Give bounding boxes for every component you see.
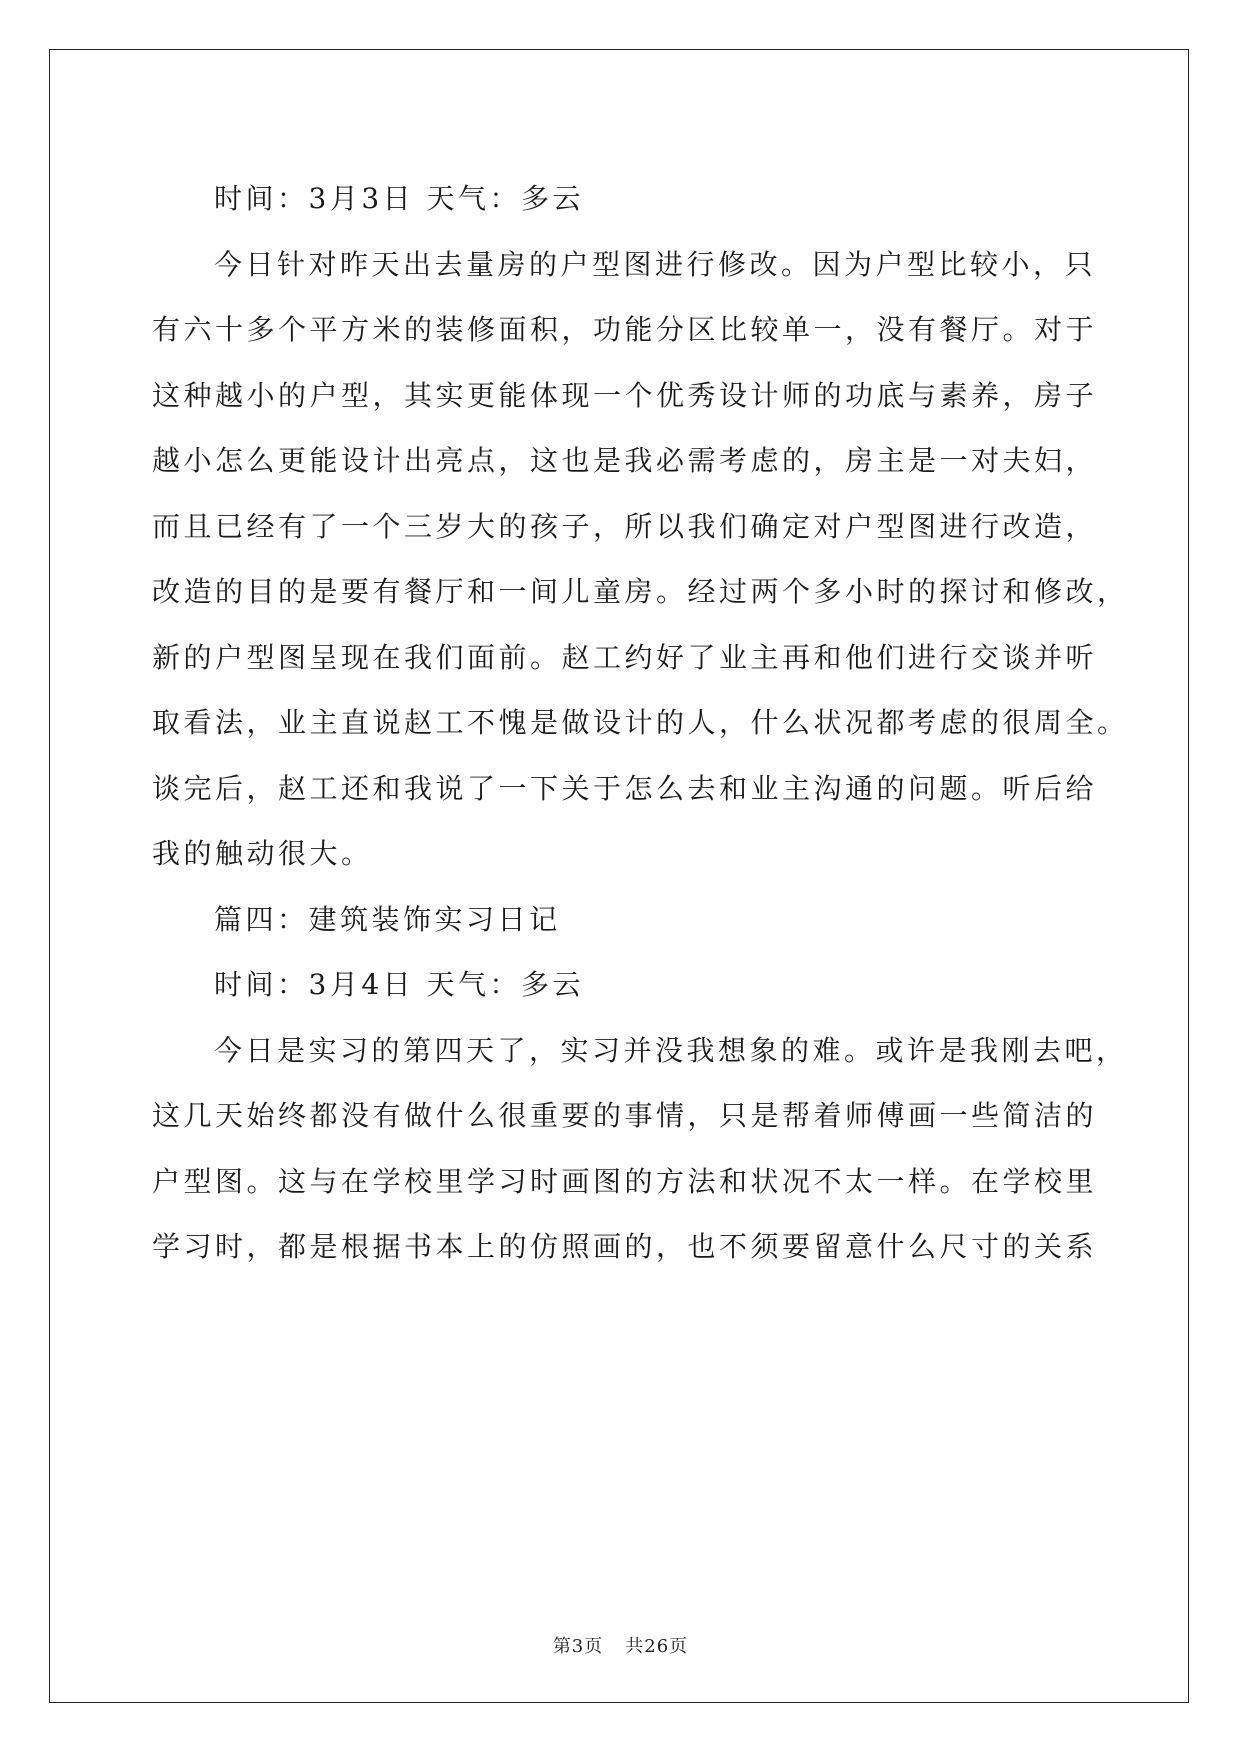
page-total: 共26页 (625, 1636, 689, 1657)
page-number: 第3页 (552, 1636, 604, 1657)
diary-date-weather-line: 时间：3月4日 天气：多云 (214, 968, 585, 1001)
section-heading: 篇四：建筑装饰实习日记 (214, 902, 561, 936)
paragraph-line: 新的户型图呈现在我们面前。赵工约好了业主再和他们进行交谈并听 (152, 640, 1098, 674)
paragraph-line: 取看法，业主直说赵工不愧是做设计的人，什么状况都考虑的很周全。 (152, 706, 1129, 739)
page-footer (0, 1632, 1241, 1658)
paragraph-line: 今日是实习的第四天了，实习并没我想象的难。或许是我刚去吧， (214, 1033, 1128, 1067)
paragraph-line: 改造的目的是要有餐厅和一间儿童房。经过两个多小时的探讨和修改， (152, 575, 1129, 608)
paragraph-line: 越小怎么更能设计出亮点，这也是我必需考虑的，房主是一对夫妇， (152, 444, 1098, 477)
document-body (152, 166, 1129, 1280)
diary-date-weather-line: 时间：3月3日 天气：多云 (214, 182, 585, 215)
paragraph-line: 学习时，都是根据书本上的仿照画的，也不须要留意什么尺寸的关系 (152, 1230, 1098, 1263)
paragraph-line: 我的触动很大。 (152, 837, 373, 870)
paragraph-line: 谈完后，赵工还和我说了一下关于怎么去和业主沟通的问题。听后给 (152, 771, 1098, 805)
paragraph-line: 今日针对昨天出去量房的户型图进行修改。因为户型比较小，只 (214, 247, 1097, 281)
paragraph-line: 户型图。这与在学校里学习时画图的方法和状况不太一样。在学校里 (152, 1164, 1098, 1198)
paragraph-line: 而且已经有了一个三岁大的孩子，所以我们确定对户型图进行改造， (152, 509, 1098, 543)
paragraph-line: 这种越小的户型，其实更能体现一个优秀设计师的功底与素养，房子 (152, 378, 1098, 412)
paragraph-line: 有六十多个平方米的装修面积，功能分区比较单一，没有餐厅。对于 (152, 313, 1098, 346)
paragraph-line: 这几天始终都没有做什么很重要的事情，只是帮着师傅画一些简洁的 (152, 1099, 1098, 1132)
